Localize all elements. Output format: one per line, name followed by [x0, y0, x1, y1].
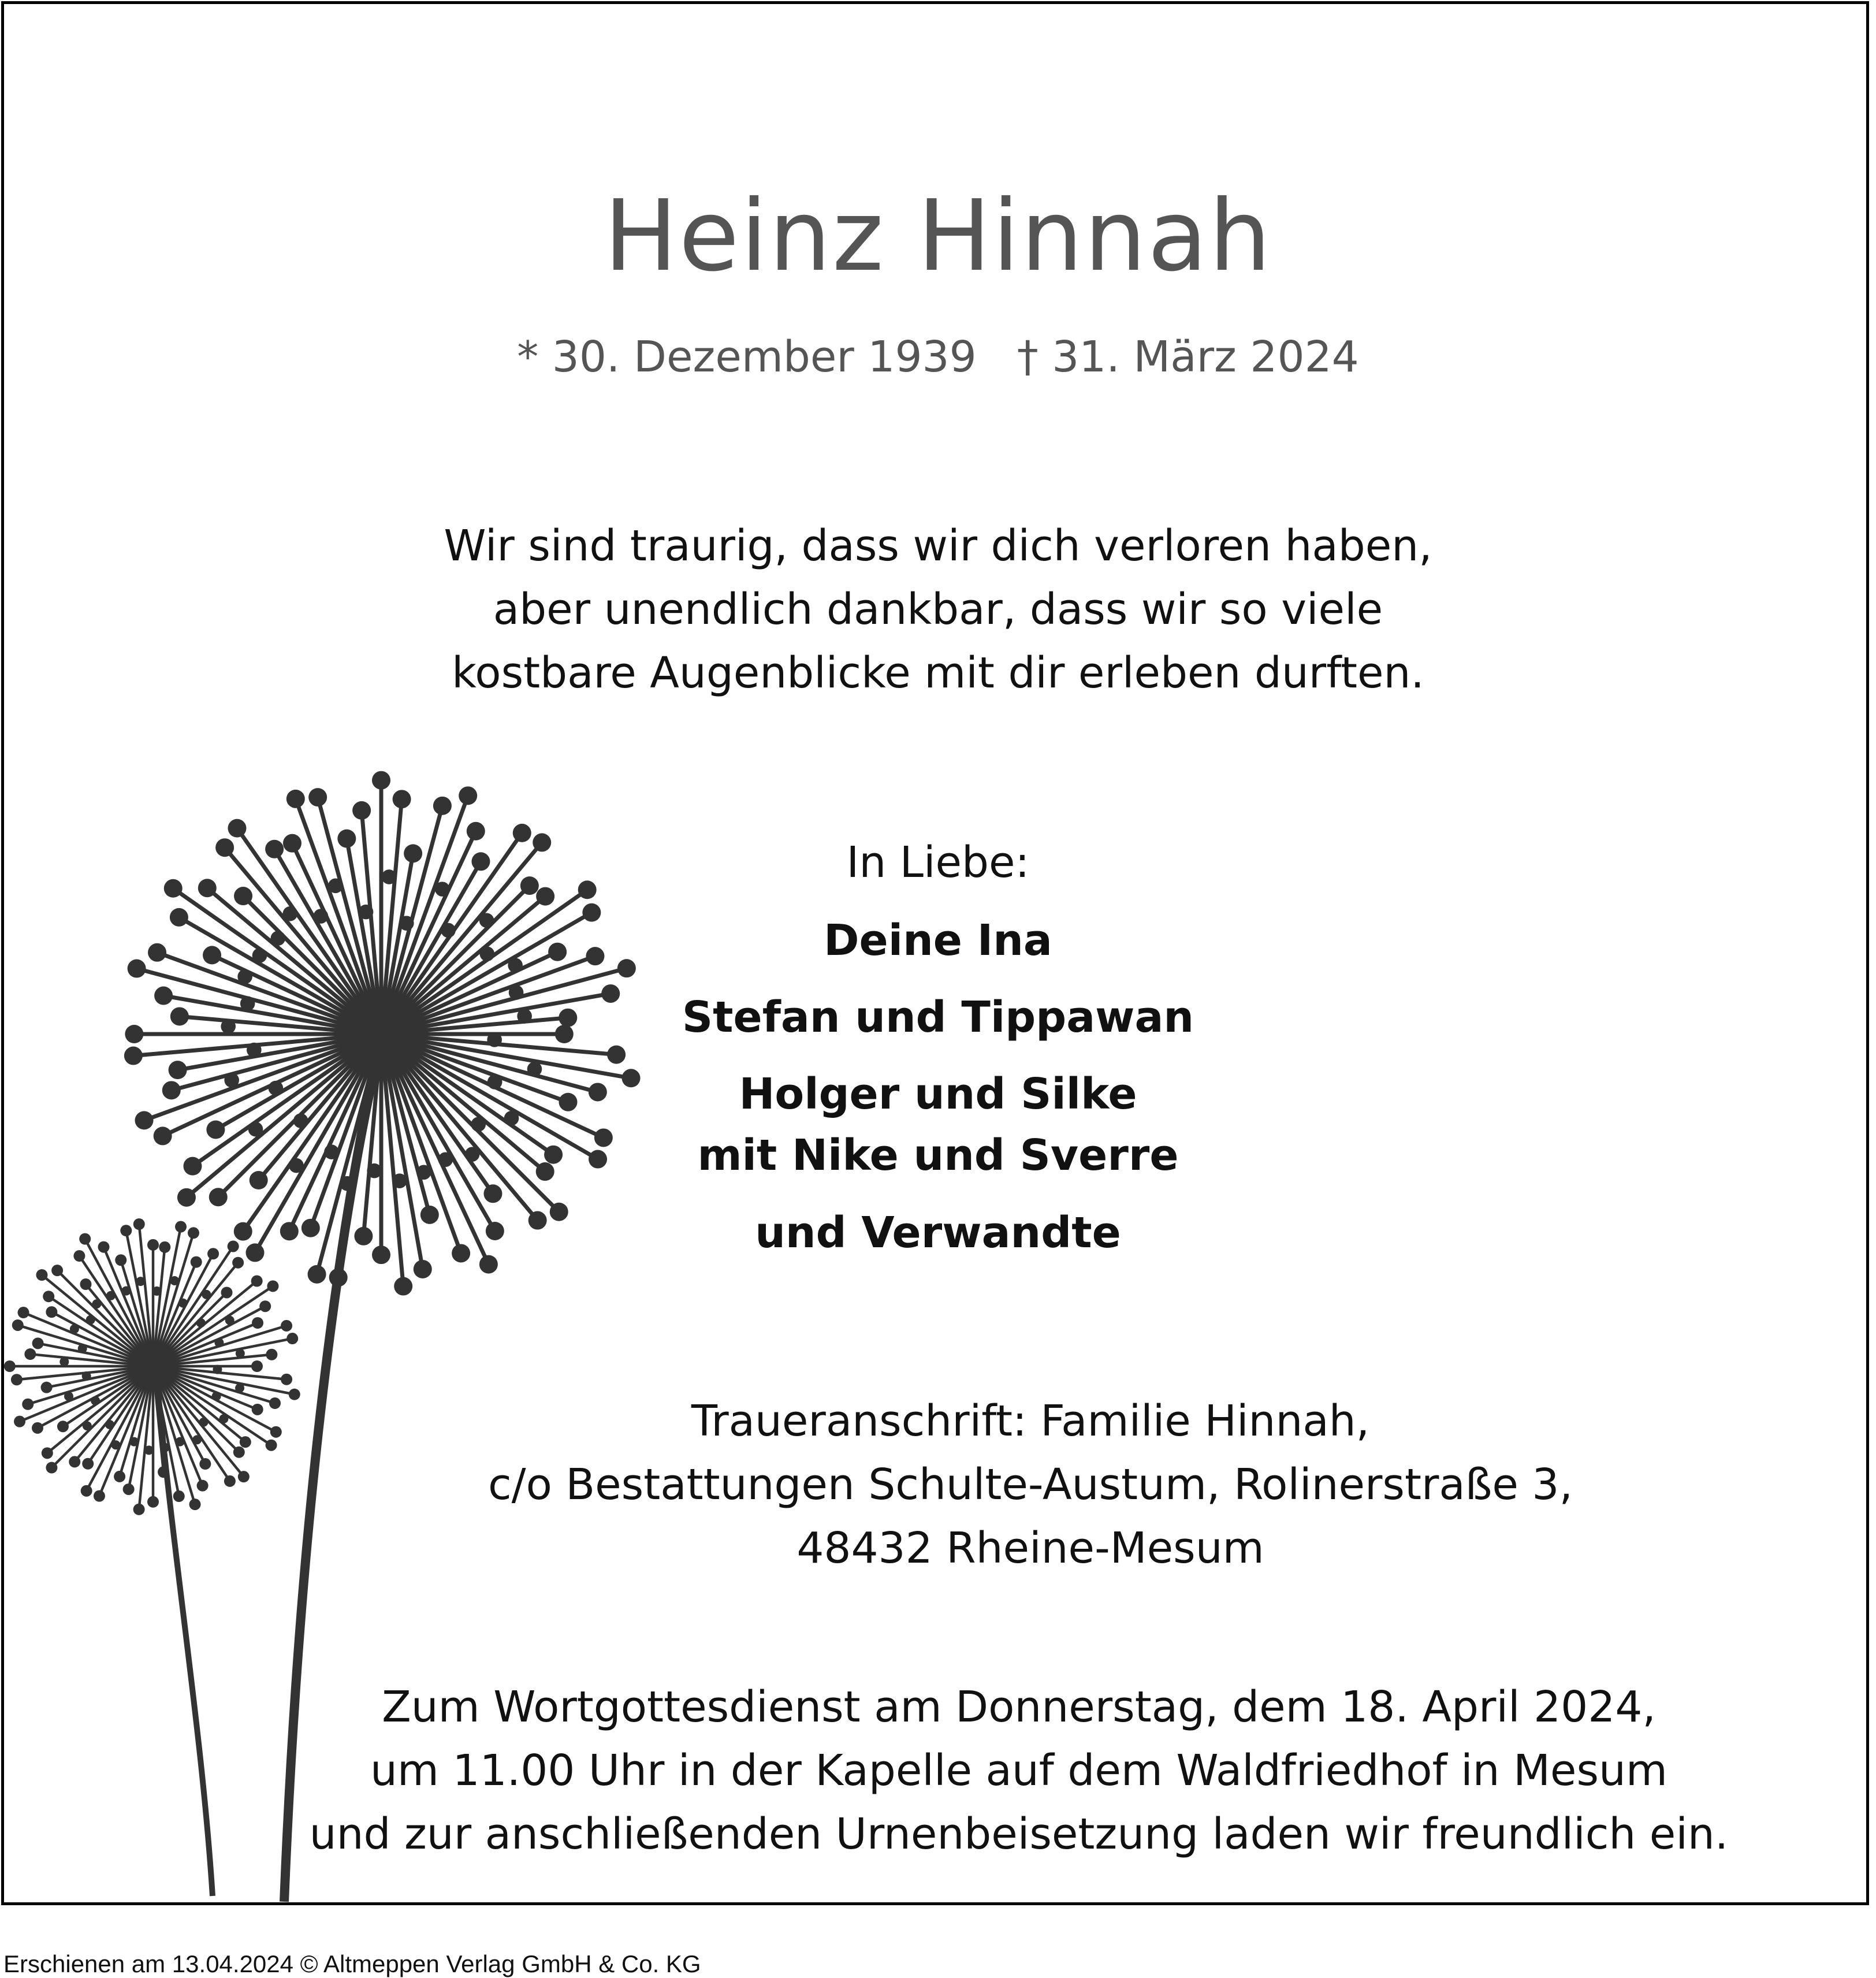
mourner-name: und Verwandte: [755, 1208, 1121, 1258]
service-line: Zum Wortgottesdienst am Donnerstag, dem 18. April 2024,: [382, 1682, 1656, 1732]
mourner-name: mit Nike und Sverre: [697, 1131, 1179, 1180]
quote-line: kostbare Augenblicke mit dir erleben durften.: [452, 648, 1424, 698]
service-invitation: [81, 1675, 1876, 1866]
death-date: † 31. März 2024: [1017, 332, 1359, 382]
address-line: 48432 Rheine-Mesum: [796, 1523, 1264, 1573]
in-love-label: In Liebe:: [846, 838, 1030, 887]
publication-footer: Erschienen am 13.04.2024 © Altmeppen Verlag GmbH & Co. KG: [3, 1950, 701, 1977]
quote-line: Wir sind traurig, dass wir dich verloren haben,: [444, 521, 1432, 571]
condolence-address: [92, 1389, 1876, 1580]
mourner-name: Deine Ina: [824, 916, 1052, 965]
memorial-quote: [0, 514, 1876, 705]
service-line: und zur anschließenden Urnenbeisetzung laden wir freundlich ein.: [309, 1809, 1729, 1859]
life-dates: [0, 332, 1876, 382]
birth-date: * 30. Dezember 1939: [517, 332, 977, 382]
deceased-name: Heinz Hinnah: [604, 179, 1272, 293]
address-line: c/o Bestattungen Schulte-Austum, Rolinerstraße 3,: [487, 1460, 1573, 1509]
mourner-name: Stefan und Tippawan: [682, 992, 1194, 1042]
quote-line: aber unendlich dankbar, dass wir so viele: [493, 585, 1383, 634]
service-line: um 11.00 Uhr in der Kapelle auf dem Waldfriedhof in Mesum: [370, 1746, 1667, 1795]
mourner-name: Holger und Silke: [739, 1069, 1137, 1119]
address-line: Traueranschrift: Familie Hinnah,: [691, 1396, 1370, 1446]
